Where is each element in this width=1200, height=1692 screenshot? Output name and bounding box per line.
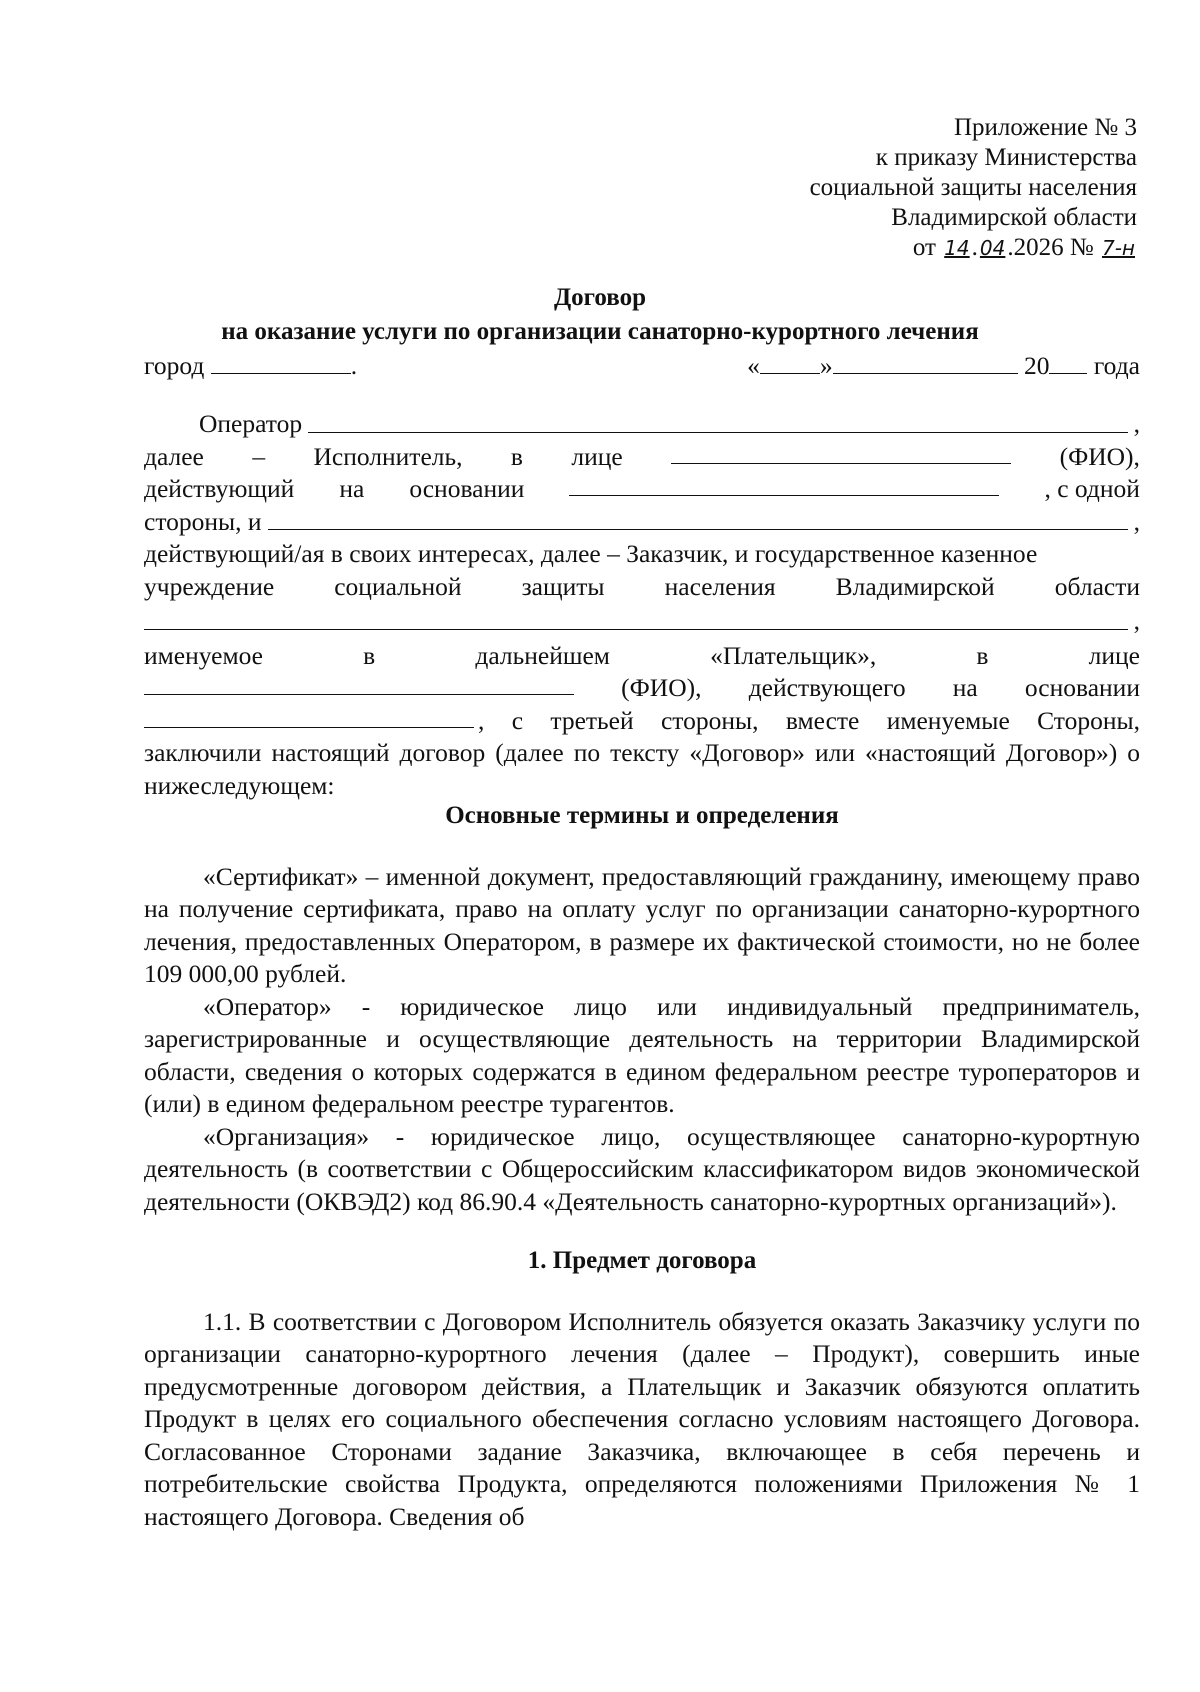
terms-heading: Основные термины и определения [445, 802, 839, 829]
clause-1-1: 1.1. В соответствии с Договором Исполнитель обязуется оказать Заказчику услуги по организации санаторно-курортного лечения (далее – Продукт), совершить иные предусмотренные договором действия, а Плательщик и Заказчик обязуются оплатить Продукт в целях его социального обеспечения согласно условиям настоящего Договора. Согласованное Сторонами задание Заказчика, включающее в себя перечень и потребительские свойства Продукта, определяются положениями Приложения № 1 настоящего Договора. Сведения об [144, 1306, 1140, 1531]
annex-region: Владимирской области [891, 204, 1137, 231]
executor-basis-blank [569, 473, 999, 496]
year-blank [1049, 351, 1087, 374]
annex-date-line: от 14. 04.2026 № 7-н [912, 234, 1135, 261]
month-blank [833, 351, 1018, 374]
terms-section [144, 800, 1140, 1218]
term-organization: «Организация» - юридическое лицо, осуществляющее санаторно-курортную деятельность (в соответствии с Общероссийским классификатором видов экономической деятельности (ОКВЭД2) код 86.90.4 «Деятельность санаторно-курортных организаций»). [144, 1121, 1140, 1216]
operator-blank [308, 408, 1128, 433]
annex-ministry: социальной защиты населения [809, 174, 1137, 201]
customer-line: действующий/ая в своих интересах, далее – Заказчик, и государственное казенное [144, 539, 1038, 568]
city-blank [211, 351, 351, 374]
customer-blank [268, 506, 1128, 531]
executor-fio-blank [671, 441, 1011, 464]
contract-header-line: город . « » 20 года [144, 351, 1140, 380]
handwritten-day: 14 [944, 236, 970, 260]
parties-block: Оператор , далее – Исполнитель, в лице (ФИО), действующий на основании , с одной стороны, и , действующий/ая в своих интересах, далее – Заказчик, и государственное казенное учреждение социальной защиты населения Владимирской области , именуемое в дальнейшем «Плательщик», в лице (ФИО), действующего на основании , с третьей стороны, вместе именуемые Стороны, заключили настоящий договор (далее по тексту «Договор» или «настоящий Договор») о нижеследующем: [144, 408, 1140, 802]
date-year: .2026 № [1007, 234, 1094, 261]
payer-basis-blank [144, 705, 474, 728]
concluded-paragraph: заключили настоящий договор (далее по тексту «Договор» или «настоящий Договор») о нижеследующем: [144, 738, 1140, 800]
handwritten-order-number: 7-н [1101, 236, 1135, 260]
day-blank [760, 351, 820, 374]
handwritten-month: 04 [979, 236, 1006, 260]
day-quote-close: » [819, 351, 833, 380]
section-1 [144, 1245, 1140, 1533]
term-operator: «Оператор» - юридическое лицо или индивидуальный предприниматель, зарегистрированные и осуществляющие деятельность на территории Владимирской области, сведения о которых содержатся в едином федеральном реестре туроператоров и (или) в едином федеральном реестре турагентов. [144, 991, 1140, 1118]
year-suffix: года [1093, 351, 1140, 380]
section-1-heading: 1. Предмет договора [527, 1247, 757, 1274]
institution-blank [144, 605, 1128, 630]
operator-label: Оператор [199, 409, 303, 438]
contract-title: Договор [553, 284, 647, 311]
payer-fio-blank [144, 672, 574, 695]
annex-order-ref: к приказу Министерства [875, 144, 1137, 171]
annex-number: Приложение № 3 [953, 114, 1137, 141]
annex-block [810, 113, 1137, 263]
date-prefix: от [912, 234, 936, 261]
year-prefix: 20 [1023, 351, 1050, 380]
term-certificate: «Сертификат» – именной документ, предоставляющий гражданину, имеющему право на получение сертификата, право на оплату услуг по организации санаторно-курортного лечения, предоставленных Оператором, в размере их фактической стоимости, но не более 109 000,00 рублей. [144, 861, 1140, 988]
contract-subtitle: на оказание услуги по организации санаторно-курортного лечения [221, 318, 979, 345]
city-label: город [144, 351, 205, 380]
day-quote-open: « [747, 351, 760, 380]
